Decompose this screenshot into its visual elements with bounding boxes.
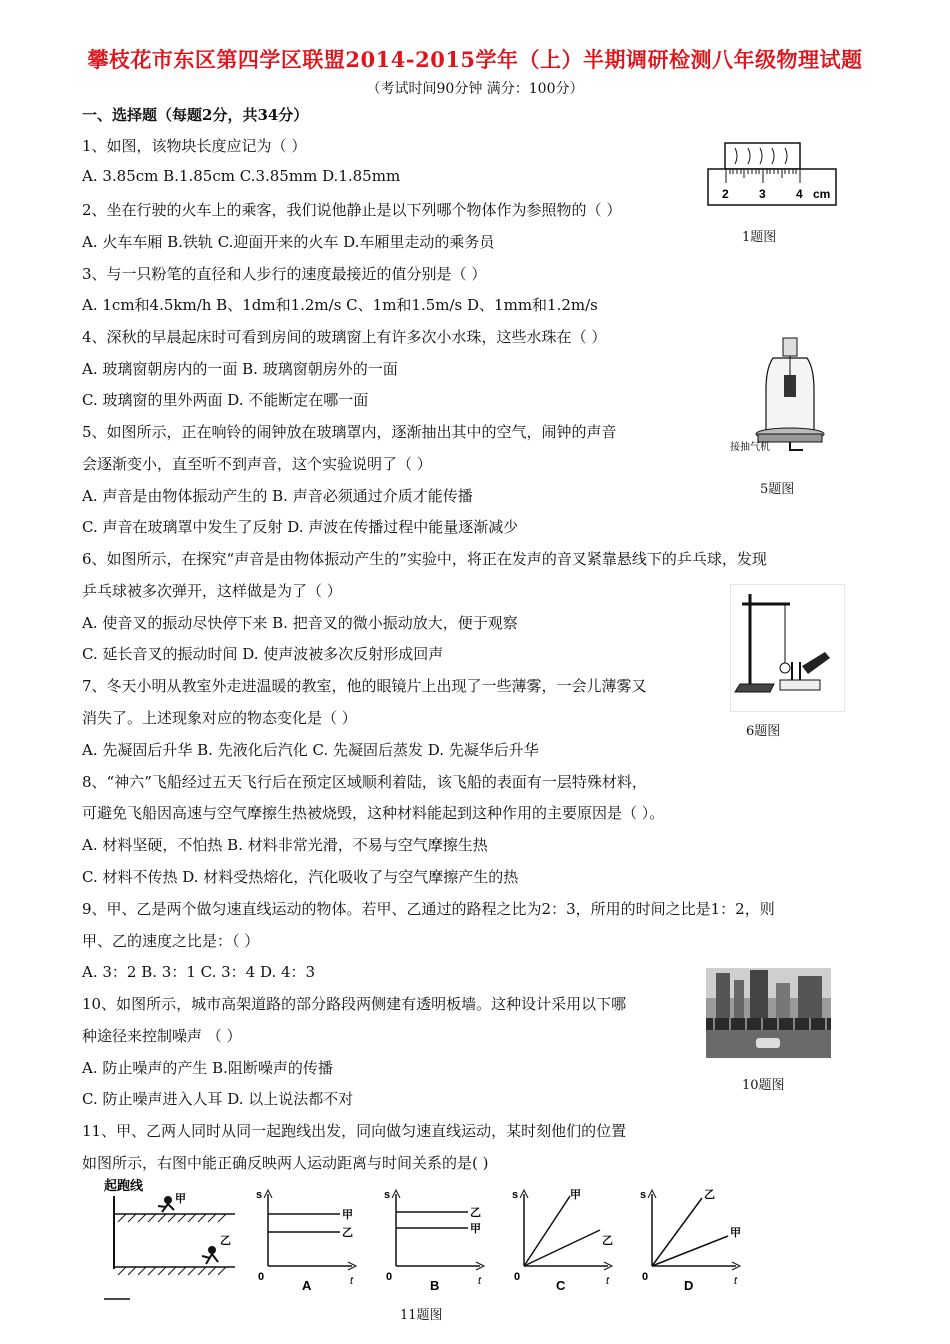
exam-info: （考试时间90分钟 满分：100分） [366,81,584,97]
graph-b-zero: 0 [386,1271,393,1283]
runner-yi: 乙 [220,1235,231,1247]
graph-c-s: s [512,1189,519,1201]
graph-b-jia: 甲 [470,1223,481,1235]
question-4: 4、深秋的早晨起床时可看到房间的玻璃窗上有许多次小水珠，这些水珠在（ ） [82,328,607,346]
question-11: 11、甲、乙两人同时从同一起跑线出发，同向做匀速直线运动，某时刻他们的位置 [82,1122,627,1140]
graph-a [252,1184,367,1294]
graph-a-jia: 甲 [342,1209,353,1221]
graph-a-t: t [350,1275,354,1287]
options-10b: C. 防止噪声进入人耳 D. 以上说法都不对 [82,1090,354,1108]
graph-b-label: B [430,1278,440,1293]
bell-jar-figure [728,330,838,460]
options-6b: C. 延长音叉的振动时间 D. 使声波被多次反射形成回声 [82,645,444,663]
graph-b [380,1184,495,1294]
graph-b-yi: 乙 [470,1207,481,1219]
alarm-clock [784,375,796,397]
ruler-figure [700,138,840,210]
pump-label: 接抽气机 [730,442,770,453]
question-6: 6、如图所示，在探究“声音是由物体振动产生的”实验中，将正在发声的音叉紧靠悬线下的乒乓球，发现 [82,550,767,568]
resonance-box [780,680,820,690]
question-11-cont: 如图所示，右图中能正确反映两人运动距离与时间关系的是( ) [82,1154,489,1172]
graph-b-t: t [478,1275,482,1287]
question-10: 10、如图所示，城市高架道路的部分路段两侧建有透明板墙。这种设计采用以下哪 [82,995,627,1013]
graph-c [508,1184,623,1294]
question-5-cont: 会逐渐变小，直至听不到声音，这个实验说明了（ ） [82,455,432,473]
ruler-tick-2: 2 [722,187,729,201]
question-2: 2、坐在行驶的火车上的乘客，我们说他静止是以下列哪个物体作为参照物的（ ） [82,201,622,219]
question-9-cont: 甲、乙的速度之比是：（ ） [82,932,260,950]
graph-c-label: C [556,1278,566,1293]
question-9: 9、甲、乙是两个做匀速直线运动的物体。若甲、乙通过的路程之比为2：3，所用的时间之比是1：2，则 [82,900,775,918]
graph-a-s: s [256,1189,263,1201]
options-7: A. 先凝固后升华 B. 先液化后汽化 C. 先凝固后蒸发 D. 先凝华后升华 [82,741,539,759]
question-5: 5、如图所示，正在响铃的闹钟放在玻璃罩内，逐渐抽出其中的空气，闹钟的声音 [82,423,617,441]
question-1: 1、如图，该物块长度应记为（ ） [82,137,307,155]
question-8: 8、“神六”飞船经过五天飞行后在预定区域顺利着陆，该飞船的表面有一层特殊材料， [82,773,647,791]
section-heading: 一、选择题（每题2分，共34分） [82,106,309,124]
graph-b-s: s [384,1189,391,1201]
graph-d-zero: 0 [642,1271,649,1283]
start-line-label: 起跑线 [104,1178,144,1193]
graph-d-s: s [640,1189,647,1201]
graph-c-jia: 甲 [570,1189,581,1201]
runner-jia: 甲 [175,1193,186,1205]
tuning-fork-figure [730,584,845,712]
options-3: A. 1cm和4.5km/h B、1dm和1.2m/s C、1m和1.5m/s D、1mm和1.2m/s [82,296,598,314]
ruler-tick-3: 3 [759,187,766,201]
elevated-road-photo [706,968,831,1058]
caption-fig5: 5题图 [760,482,795,497]
start-line-figure [100,1174,240,1304]
question-6-cont: 乒乓球被多次弹开，这样做是为了（ ） [82,582,342,600]
options-5a: A. 声音是由物体振动产生的 B. 声音必须通过介质才能传播 [82,487,473,505]
caption-fig1: 1题图 [742,230,777,245]
graph-c-zero: 0 [514,1271,521,1283]
question-7: 7、冬天小明从教室外走进温暖的教室，他的眼镜片上出现了一些薄雾，一会儿薄雾又 [82,677,647,695]
graph-a-label: A [302,1278,312,1293]
options-4a: A. 玻璃窗朝房内的一面 B. 玻璃窗朝房外的一面 [82,360,398,378]
graph-d-yi: 乙 [704,1189,715,1201]
graph-a-yi: 乙 [342,1227,353,1239]
options-2: A. 火车车厢 B.铁轨 C.迎面开来的火车 D.车厢里走动的乘务员 [82,233,495,251]
question-10-cont: 种途径来控制噪声 （ ） [82,1027,242,1045]
caption-fig11: 11题图 [400,1308,443,1323]
graph-c-t: t [606,1275,610,1287]
question-7-cont: 消失了。上述现象对应的物态变化是（ ） [82,709,357,727]
graph-d-label: D [684,1278,694,1293]
options-10a: A. 防止噪声的产生 B.阻断噪声的传播 [82,1059,333,1077]
ruler-unit: cm [813,187,831,201]
caption-fig6: 6题图 [746,724,781,739]
caption-fig10: 10题图 [742,1078,785,1093]
options-4b: C. 玻璃窗的里外两面 D. 不能断定在哪一面 [82,391,369,409]
graph-c-yi: 乙 [602,1235,613,1247]
options-8a: A. 材料坚硬，不怕热 B. 材料非常光滑，不易与空气摩擦生热 [82,836,488,854]
page-title: 攀枝花市东区第四学区联盟2014-2015学年（上）半期调研检测八年级物理试题 [87,47,863,72]
ruler-tick-4: 4 [796,187,803,201]
graph-d [636,1184,751,1294]
options-5b: C. 声音在玻璃罩中发生了反射 D. 声波在传播过程中能量逐渐减少 [82,518,519,536]
graph-d-jia: 甲 [730,1227,741,1239]
options-8b: C. 材料不传热 D. 材料受热熔化，汽化吸收了与空气摩擦产生的热 [82,868,519,886]
jar-stopper [783,338,797,356]
options-1: A. 3.85cm B.1.85cm C.3.85mm D.1.85mm [82,167,401,185]
options-6a: A. 使音叉的振动尽快停下来 B. 把音叉的微小振动放大，便于观察 [82,614,518,632]
graph-d-t: t [734,1275,738,1287]
graph-a-zero: 0 [258,1271,265,1283]
question-8-cont: 可避免飞船因高速与空气摩擦生热被烧毁，这种材料能起到这种作用的主要原因是（ ）。 [82,804,665,822]
question-3: 3、与一只粉笔的直径和人步行的速度最接近的值分别是（ ） [82,265,487,283]
pingpong-ball [780,663,790,673]
options-9: A. 3：2 B. 3：1 C. 3：4 D. 4：3 [82,963,316,981]
